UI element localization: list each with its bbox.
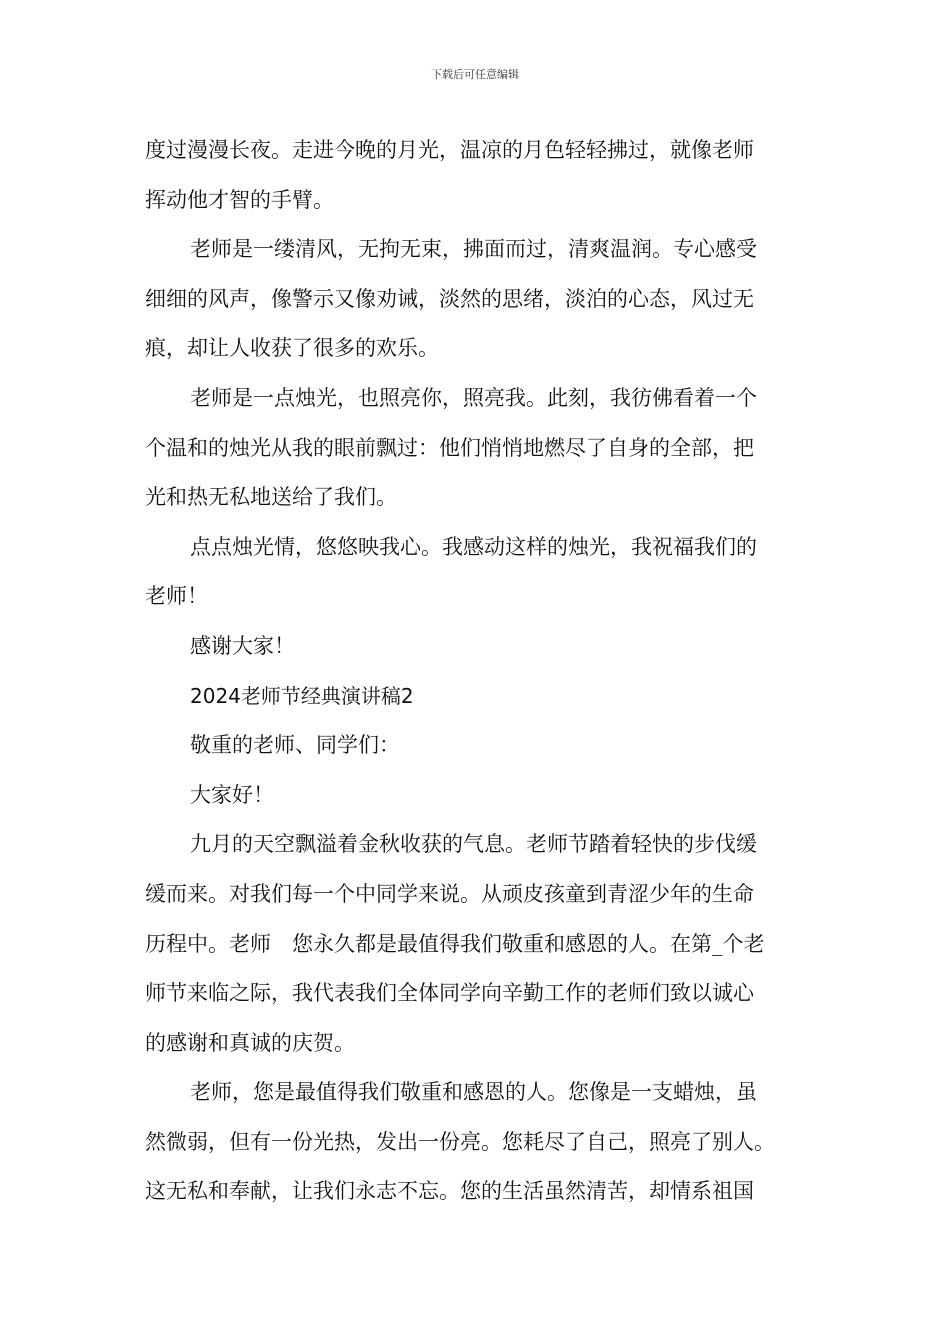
text-line: 缓而来。对我们每一个中同学来说。从顽皮孩童到青涩少年的生命 xyxy=(145,881,754,906)
greeting: 大家好！ xyxy=(190,782,274,807)
document-body xyxy=(145,126,810,1217)
text-line: 感谢大家！ xyxy=(190,633,295,658)
text-line: 师节来临之际，我代表我们全体同学向辛勤工作的老师们致以诚心 xyxy=(145,981,754,1006)
text-line: 细细的风声，像警示又像劝诫，淡然的思绪，淡泊的心态，风过无 xyxy=(145,286,754,311)
text-line: 老师，您是最值得我们敬重和感恩的人。您像是一支蜡烛，虽 xyxy=(190,1080,757,1105)
text-line: 光和热无私地送给了我们。 xyxy=(145,485,397,510)
text-line: 个温和的烛光从我的眼前飘过：他们悄悄地燃尽了自身的全部，把 xyxy=(145,435,754,460)
text-line: 然微弱，但有一份光热，发出一份亮。您耗尽了自己，照亮了别人。 xyxy=(145,1129,775,1154)
text-line: 的感谢和真诚的庆贺。 xyxy=(145,1030,355,1055)
text-line: 老师是一点烛光，也照亮你，照亮我。此刻，我彷佛看着一个 xyxy=(190,385,757,410)
page-header: 下载后可任意编辑 xyxy=(431,68,519,81)
text-line: 痕，却让人收获了很多的欢乐。 xyxy=(145,336,439,361)
text-line: 点点烛光情，悠悠映我心。我感动这样的烛光，我祝福我们的 xyxy=(190,534,757,559)
section-heading: 2024老师节经典演讲稿2 xyxy=(190,683,414,708)
text-line: 老师是一缕清风，无拘无束，拂面而过，清爽温润。专心感受 xyxy=(190,237,757,262)
text-line: 挥动他才智的手臂。 xyxy=(145,187,334,212)
salutation: 敬重的老师、同学们： xyxy=(190,733,400,758)
text-line: 这无私和奉献，让我们永志不忘。您的生活虽然清苦，却情系祖国 xyxy=(145,1179,754,1204)
text-line: 老师！ xyxy=(145,584,208,609)
text-line: 历程中。老师 您永久都是最值得我们敬重和感恩的人。在第_个老 xyxy=(145,931,765,956)
text-line: 度过漫漫长夜。走进今晚的月光，温凉的月色轻轻拂过，就像老师 xyxy=(145,138,754,162)
text-line: 九月的天空飘溢着金秋收获的气息。老师节踏着轻快的步伐缓 xyxy=(190,832,757,857)
